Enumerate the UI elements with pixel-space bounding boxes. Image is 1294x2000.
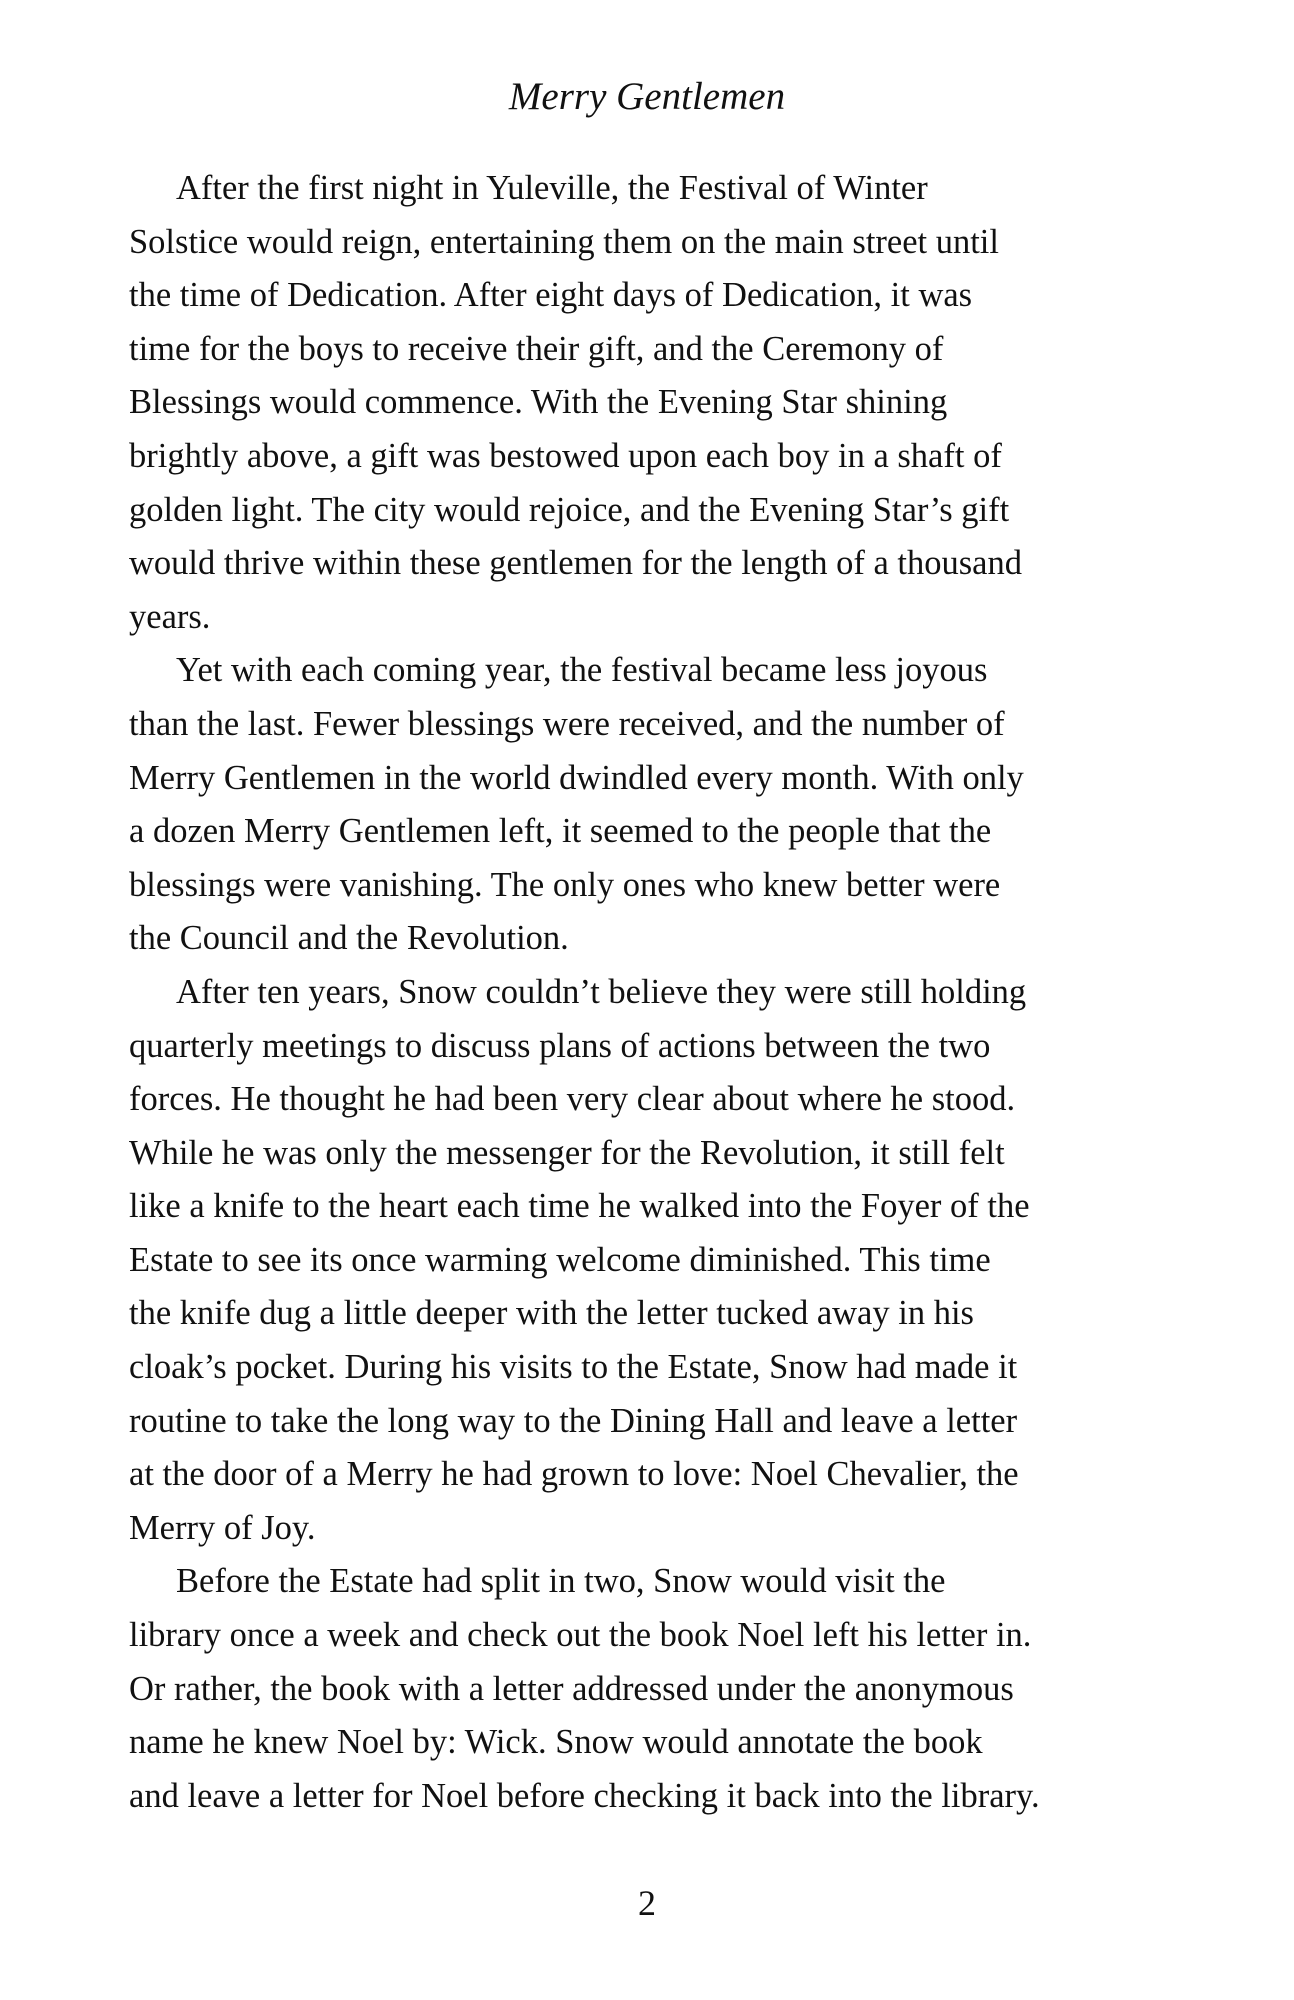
text-line: Or rather, the book with a letter addressed under the anonymous bbox=[129, 1669, 1014, 1708]
text-line: Solstice would reign, entertaining them on the main street until bbox=[129, 222, 999, 261]
text-line: blessings were vanishing. The only ones who knew better were bbox=[129, 865, 1001, 904]
text-line: cloak’s pocket. During his visits to the Estate, Snow had made it bbox=[129, 1348, 1018, 1387]
text-line: Before the Estate had split in two, Snow would visit the bbox=[176, 1562, 946, 1601]
text-line: name he knew Noel by: Wick. Snow would annotate the book bbox=[129, 1723, 983, 1762]
text-line: routine to take the long way to the Dining Hall and leave a letter bbox=[129, 1401, 1018, 1440]
text-line: than the last. Fewer blessings were received, and the number of bbox=[129, 704, 1005, 743]
text-line: the Council and the Revolution. bbox=[129, 919, 569, 958]
text-line: After the first night in Yuleville, the Festival of Winter bbox=[176, 169, 928, 207]
paragraph bbox=[129, 162, 1169, 644]
text-line: a dozen Merry Gentlemen left, it seemed to the people that the bbox=[129, 812, 992, 851]
text-line: Estate to see its once warming welcome diminished. This time bbox=[129, 1240, 991, 1279]
text-line: After ten years, Snow couldn’t believe they were still holding bbox=[176, 972, 1027, 1011]
text-line: brightly above, a gift was bestowed upon each boy in a shaft of bbox=[129, 436, 1002, 475]
text-line: at the door of a Merry he had grown to love: Noel Chevalier, the bbox=[129, 1455, 1019, 1494]
page-number: 2 bbox=[638, 1883, 656, 1923]
text-line: Merry Gentlemen in the world dwindled every month. With only bbox=[129, 758, 1024, 797]
text-line: Merry of Joy. bbox=[129, 1508, 316, 1547]
text-line: and leave a letter for Noel before checking it back into the library. bbox=[129, 1776, 1040, 1815]
text-line: forces. He thought he had been very clear about where he stood. bbox=[129, 1080, 1016, 1119]
text-line: years. bbox=[129, 597, 211, 636]
text-line: golden light. The city would rejoice, and the Evening Star’s gift bbox=[129, 490, 1010, 529]
paragraph bbox=[129, 966, 1169, 1556]
text-line: the time of Dedication. After eight days of Dedication, it was bbox=[129, 276, 973, 315]
text-line: library once a week and check out the book Noel left his letter in. bbox=[129, 1616, 1032, 1655]
paragraph bbox=[129, 1555, 1169, 1823]
text-line: time for the boys to receive their gift, and the Ceremony of bbox=[129, 329, 944, 368]
paragraph bbox=[129, 644, 1169, 966]
text-line: would thrive within these gentlemen for the length of a thousand bbox=[129, 544, 1022, 583]
text-line: the knife dug a little deeper with the letter tucked away in his bbox=[129, 1294, 974, 1333]
text-line: Yet with each coming year, the festival became less joyous bbox=[176, 651, 988, 690]
page-body bbox=[129, 162, 1169, 1823]
running-header-title: Merry Gentlemen bbox=[508, 75, 786, 118]
text-line: like a knife to the heart each time he walked into the Foyer of the bbox=[129, 1187, 1030, 1226]
text-line: quarterly meetings to discuss plans of actions between the two bbox=[129, 1026, 991, 1065]
text-line: While he was only the messenger for the Revolution, it still felt bbox=[129, 1133, 1005, 1172]
text-line: Blessings would commence. With the Evening Star shining bbox=[129, 383, 948, 422]
